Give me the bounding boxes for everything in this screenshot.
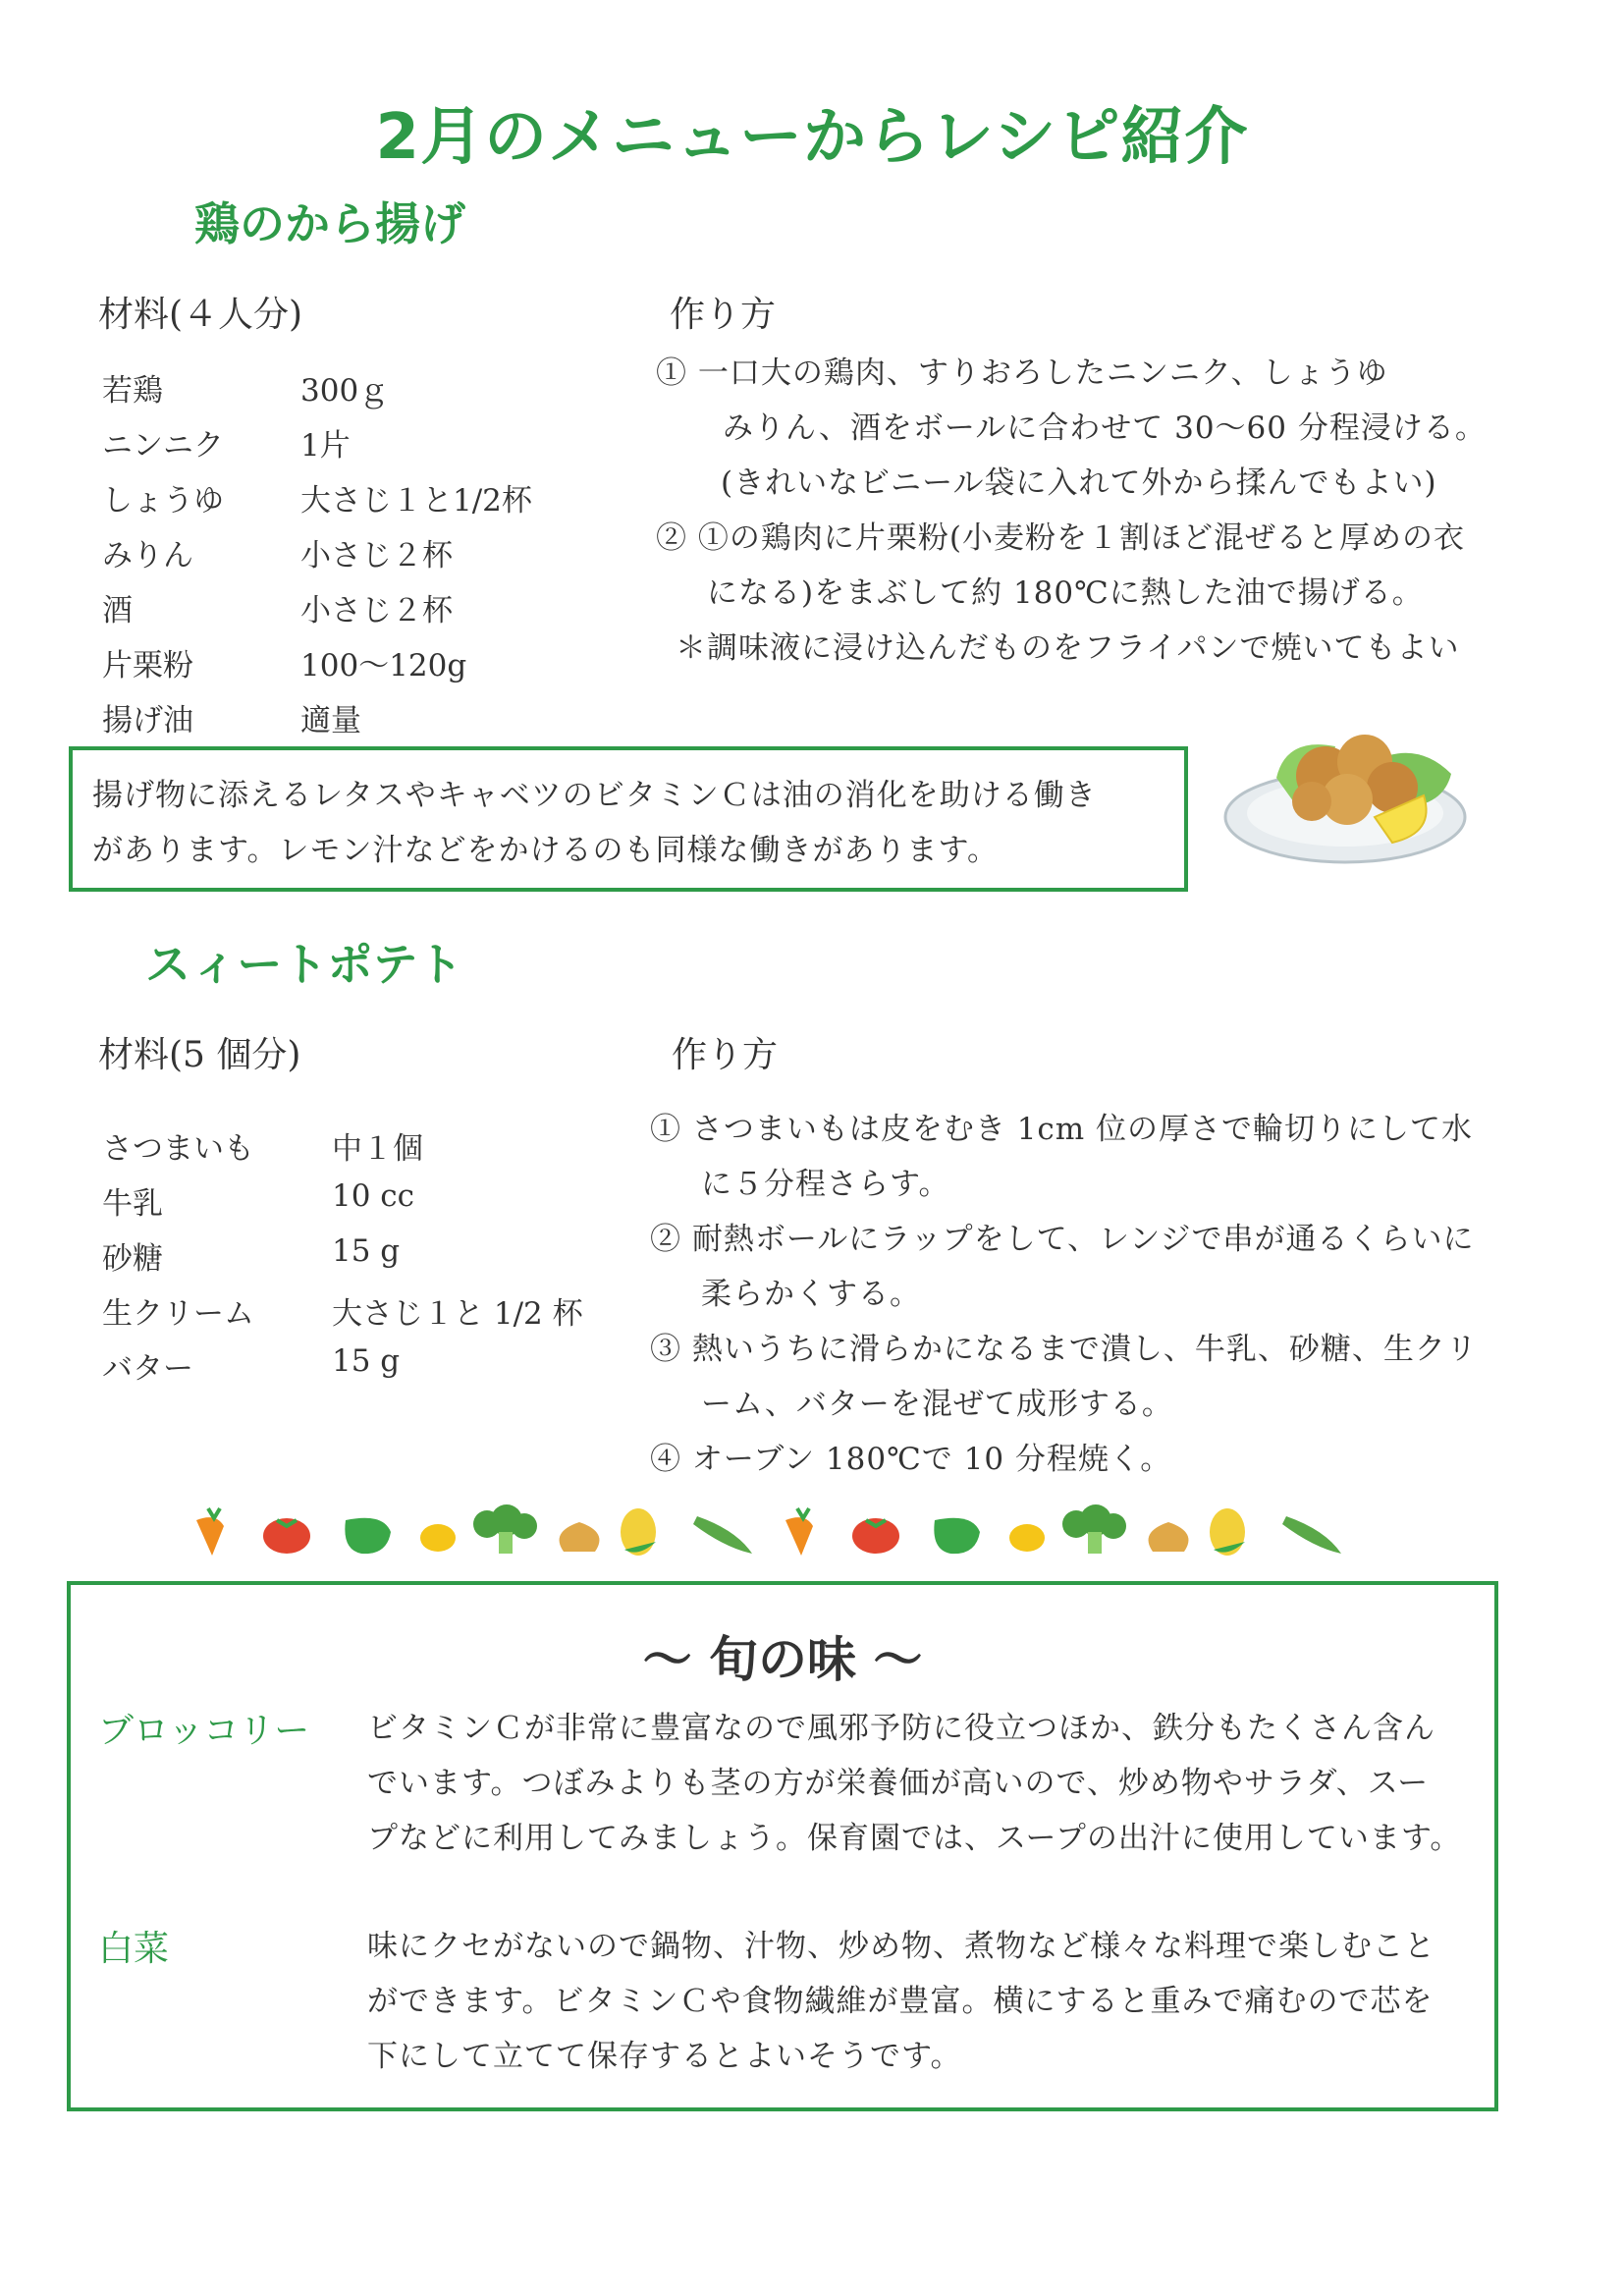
ingredient-name: しょうゆ: [102, 483, 224, 519]
cucumber-icon: [1282, 1516, 1341, 1554]
ingredient-qty: 15 g: [332, 1343, 401, 1379]
veg-name-broccoli: ブロッコリー: [98, 1711, 310, 1751]
ingredient-name: ニンニク: [102, 428, 224, 464]
method-steps: [650, 1104, 1534, 1497]
ingredient-name: 牛乳: [102, 1186, 163, 1222]
ingredient-qty: 15 g: [332, 1233, 401, 1269]
ingredient-name: みりん: [102, 538, 193, 574]
ingredient-name: バター: [102, 1351, 193, 1387]
method-heading: 作り方: [670, 295, 777, 335]
veg-description-line: 下にして立てて保存するとよいそうです。: [367, 2039, 962, 2074]
step-line: ーム、バターを混ぜて成形する。: [701, 1387, 1173, 1422]
carrot-icon: [196, 1508, 224, 1556]
cucumber-icon: [693, 1516, 752, 1554]
ingredient-qty: 小さじ２杯: [300, 538, 453, 574]
ingredient-qty: 大さじ１と1/2杯: [300, 483, 532, 519]
ingredient-qty: 100～120g: [300, 648, 467, 683]
corn-icon: [621, 1508, 656, 1556]
seasonal-box: [67, 1581, 1498, 2111]
recipe-title-sweet-potato: スィートポテト: [145, 938, 463, 991]
green-pepper-icon: [345, 1518, 391, 1554]
ingredient-qty: 10 cc: [332, 1178, 415, 1214]
tip-line: があります。レモン汁などをかけるのも同様な働きがあります。: [92, 833, 1000, 868]
ingredient-qty: 適量: [300, 703, 361, 738]
ingredient-name: 生クリーム: [102, 1296, 254, 1332]
veg-description-line: でいます。つぼみよりも茎の方が栄養価が高いので、炒め物やサラダ、スー: [367, 1766, 1430, 1801]
ingredient-name: 片栗粉: [102, 648, 193, 683]
step-line: ① さつまいもは皮をむき 1cm 位の厚さで輪切りにして水: [650, 1112, 1474, 1147]
ingredients-heading: 材料(４人分): [98, 295, 303, 335]
ingredient-name: 酒: [102, 593, 133, 629]
step-line: ② 耐熱ボールにラップをして、レンジで串が通るくらいに: [650, 1222, 1475, 1257]
ingredient-qty: 大さじ１と 1/2 杯: [332, 1296, 583, 1332]
corn-icon: [1210, 1508, 1245, 1556]
potato-icon: [1009, 1524, 1045, 1552]
veg-description-line: ビタミンＣが非常に豊富なので風邪予防に役立つほか、鉄分もたくさん含ん: [367, 1711, 1435, 1746]
broccoli-icon: [473, 1504, 537, 1554]
ingredient-list: [102, 365, 652, 748]
step-line: 柔らかくする。: [701, 1277, 921, 1312]
ingredient-name: 若鶏: [102, 373, 163, 409]
step-line: みりん、酒をボールに合わせて 30～60 分程浸ける。: [723, 410, 1487, 446]
ingredient-qty: 300ｇ: [300, 373, 390, 409]
recipe-title-karaage: 鶏のから揚げ: [194, 197, 465, 250]
seasonal-title: ～ 旬の味 ～: [642, 1631, 923, 1688]
veg-description: [367, 1701, 1496, 1866]
veg-description-line: プなどに利用してみましょう。保育園では、スープの出汁に使用しています。: [367, 1821, 1462, 1856]
onion-icon: [560, 1522, 600, 1552]
tomato-icon: [852, 1518, 899, 1554]
veg-description-line: ができます。ビタミンＣや食物繊維が豊富。横にすると重みで痛むので芯を: [367, 1984, 1434, 2019]
tip-box: [69, 746, 1188, 892]
ingredient-qty: 1片: [300, 428, 351, 464]
potato-icon: [420, 1524, 456, 1552]
ingredient-list: [102, 1123, 652, 1408]
onion-icon: [1149, 1522, 1189, 1552]
step-line: ① 一口大の鶏肉、すりおろしたニンニク、しょうゆ: [656, 355, 1388, 391]
ingredient-qty: 中１個: [332, 1131, 423, 1167]
step-line: ② ①の鶏肉に片栗粉(小麦粉を１割ほど混ぜると厚めの衣: [656, 520, 1465, 556]
tip-line: 揚げ物に添えるレタスやキャベツのビタミンＣは油の消化を助ける働き: [92, 778, 1097, 813]
ingredients-heading: 材料(5 個分): [98, 1035, 301, 1075]
step-line: ④ オーブン 180℃で 10 分程焼く。: [650, 1442, 1172, 1477]
tomato-icon: [263, 1518, 310, 1554]
step-line: に５分程さらす。: [701, 1167, 950, 1202]
step-note: ＊調味液に浸け込んだものをフライパンで焼いてもよい: [676, 630, 1460, 666]
method-steps: [656, 348, 1540, 682]
ingredient-qty: 小さじ２杯: [300, 593, 453, 629]
vegetable-garland: [187, 1503, 1365, 1561]
green-pepper-icon: [934, 1518, 980, 1554]
step-line: (きれいなビニール袋に入れて外から揉んでもよい): [721, 465, 1437, 501]
carrot-icon: [785, 1508, 813, 1556]
fried-chicken-plate-icon: [1218, 697, 1473, 874]
step-line: ③ 熱いうちに滑らかになるまで潰し、牛乳、砂糖、生クリ: [650, 1332, 1478, 1367]
veg-description-line: 味にクセがないので鍋物、汁物、炒め物、煮物など様々な料理で楽しむこと: [367, 1929, 1435, 1964]
ingredient-name: さつまいも: [102, 1131, 254, 1167]
method-heading: 作り方: [672, 1035, 779, 1075]
page-title: 2月のメニューからレシピ紹介: [375, 101, 1249, 174]
broccoli-icon: [1062, 1504, 1126, 1554]
step-line: になる)をまぶして約 180℃に熱した油で揚げる。: [707, 575, 1424, 611]
veg-name-napa-cabbage: 白菜: [98, 1929, 170, 1969]
veg-description: [367, 1919, 1496, 2084]
ingredient-name: 砂糖: [102, 1241, 163, 1277]
ingredient-name: 揚げ油: [102, 703, 193, 738]
